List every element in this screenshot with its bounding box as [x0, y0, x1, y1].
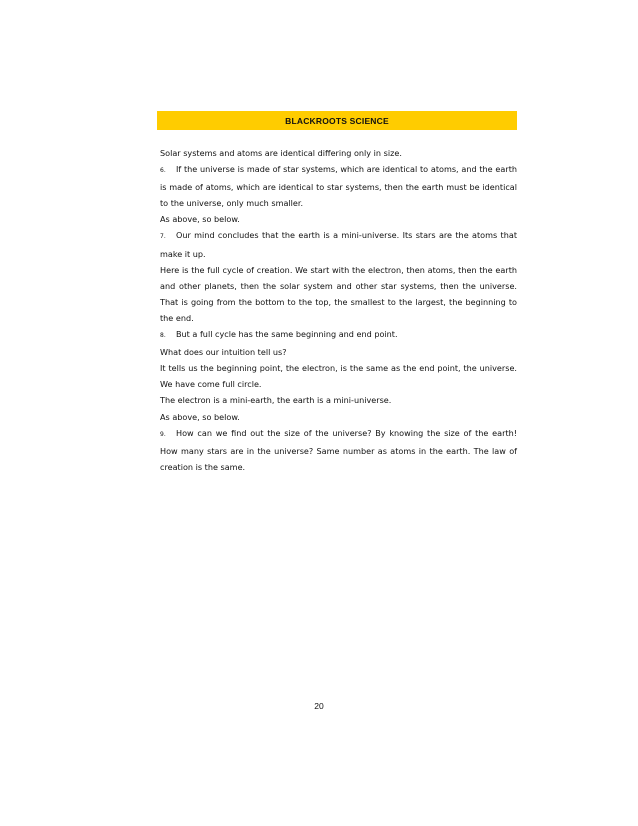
paragraph [160, 344, 517, 360]
paragraph-text: If the universe is made of star systems, which are identical to atoms, and the earth is made of atoms, which are identical to star systems, then the earth must be identical to the universe, only much smaller. [160, 164, 517, 209]
page-header-title: BLACKROOTS SCIENCE [285, 115, 389, 126]
paragraph [160, 409, 517, 425]
paragraph-text: As above, so below. [160, 214, 240, 225]
paragraph-text: The electron is a mini-earth, the earth is a mini-universe. [160, 395, 392, 406]
page-number: 20 [314, 701, 324, 711]
body-text [160, 145, 517, 475]
paragraph [160, 262, 517, 326]
paragraph-text: Here is the full cycle of creation. We start with the electron, then atoms, then the earth and other planets, then the solar system and other star systems, then the universe. That is going from the bottom to the top, the smallest to the largest, the beginning to the end. [160, 264, 517, 323]
paragraph-number: 7. [160, 233, 166, 241]
paragraph-text: It tells us the beginning point, the electron, is the same as the end point, the universe. We have come full circle. [160, 363, 517, 390]
paragraph [160, 211, 517, 227]
paragraph-number: 9. [160, 430, 166, 438]
paragraph-text: Solar systems and atoms are identical differing only in size. [160, 148, 402, 158]
paragraph-number: 6. [160, 167, 166, 175]
numbered-paragraph [160, 326, 517, 344]
paragraph-text: How can we find out the size of the universe? By knowing the size of the earth! How many stars are in the universe? Same number as atoms in the earth. The law of creation is the same. [160, 427, 517, 472]
paragraph [160, 145, 517, 161]
paragraph [160, 392, 517, 408]
paragraph-number: 8. [160, 332, 166, 340]
numbered-paragraph [160, 425, 517, 475]
paragraph-text: What does our intuition tell us? [160, 347, 287, 358]
paragraph [160, 360, 517, 392]
paragraph-text: As above, so below. [160, 411, 240, 422]
numbered-paragraph [160, 161, 517, 211]
paragraph-text: But a full cycle has the same beginning and end point. [176, 329, 398, 340]
paragraph-text: Our mind concludes that the earth is a mini-universe. Its stars are the atoms that make it up. [160, 230, 517, 259]
numbered-paragraph [160, 227, 517, 261]
header-band [157, 111, 517, 130]
